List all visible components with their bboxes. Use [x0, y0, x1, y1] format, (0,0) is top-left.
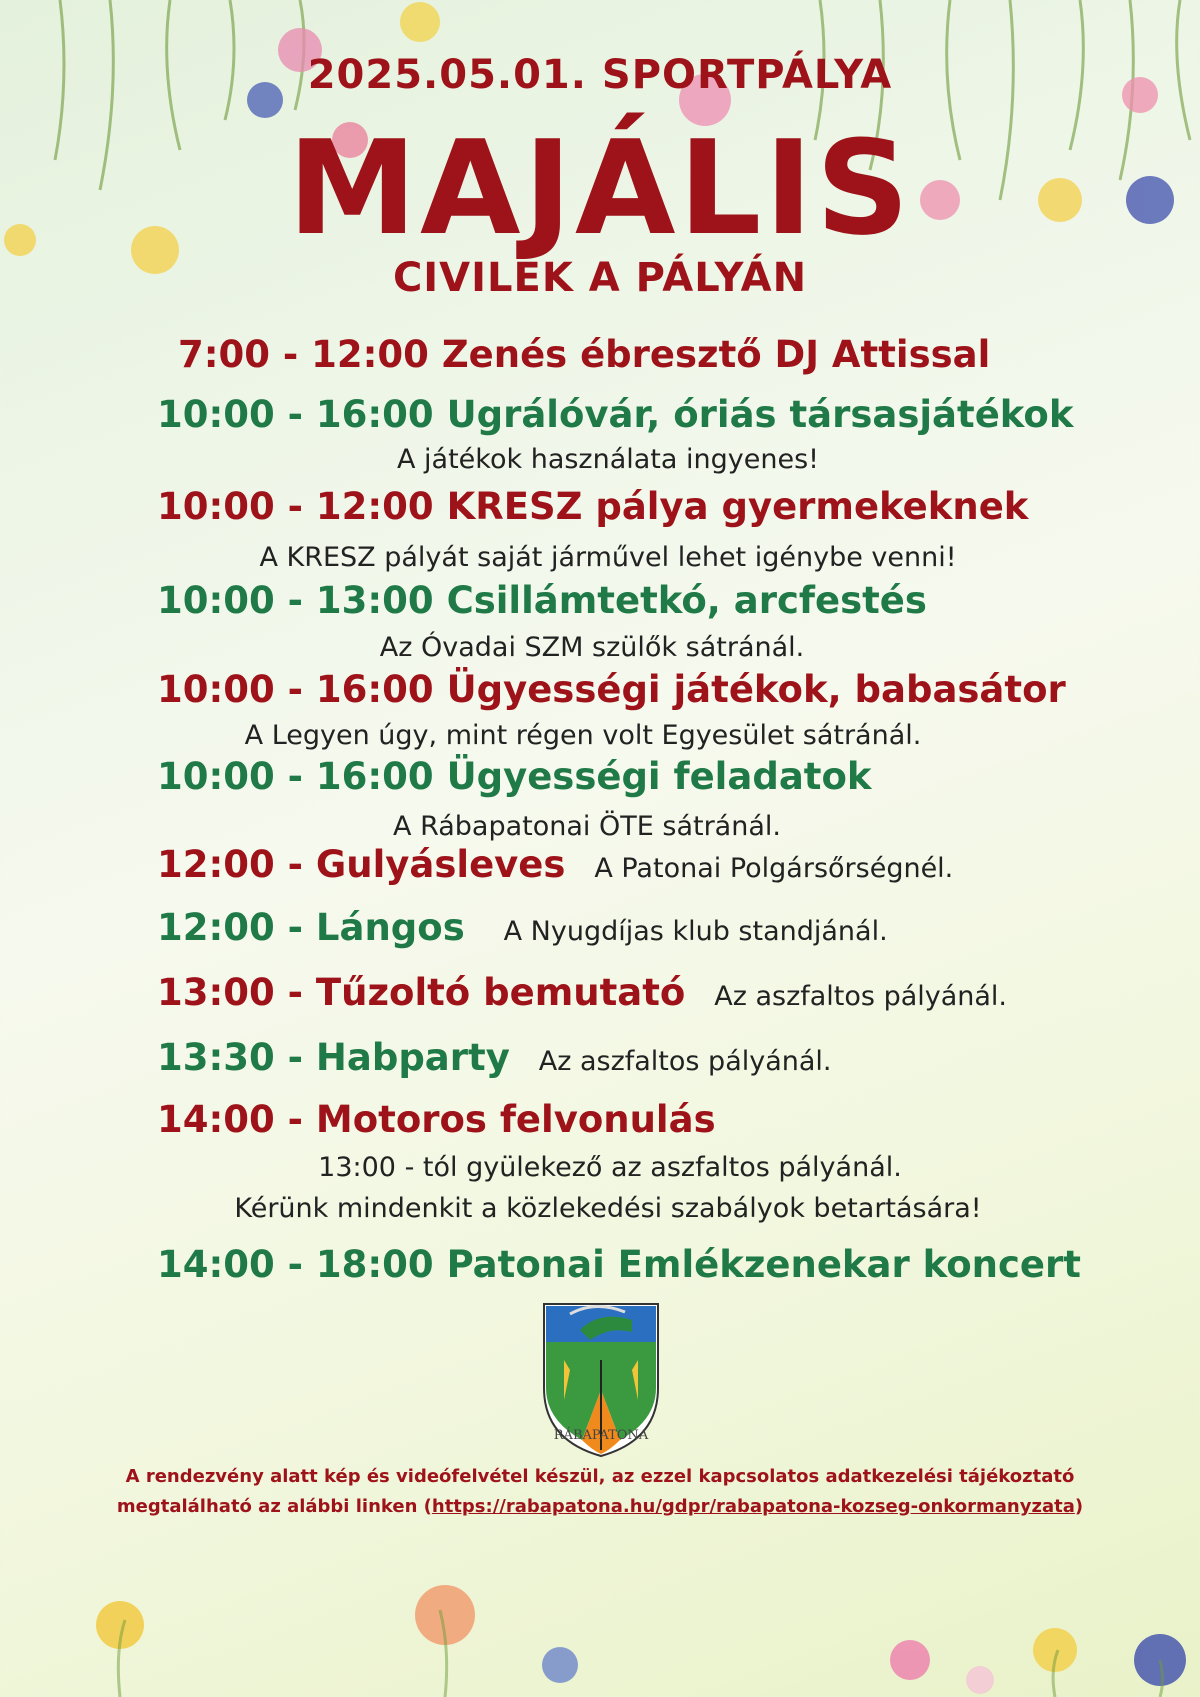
program-name: Patonai Emlékzenekar koncert	[446, 1243, 1081, 1286]
program-time: 13:30 -	[157, 1036, 304, 1079]
gdpr-link[interactable]: https://rabapatona.hu/gdpr/rabapatona-kozseg-onkormanyzata	[431, 1496, 1075, 1517]
program-item	[157, 1098, 716, 1141]
program-name: Gulyásleves	[315, 843, 566, 886]
program-item	[157, 971, 1007, 1014]
program-name: Ugrálóvár, óriás társasjátékok	[446, 393, 1074, 436]
program-name: Habparty	[315, 1036, 510, 1079]
program-item	[157, 755, 872, 798]
program-note: A Patonai Polgársőrségnél.	[594, 853, 954, 884]
program-time: 13:00 -	[157, 971, 304, 1014]
program-item	[157, 668, 1066, 711]
program-item	[157, 393, 1073, 436]
footer-line-2	[0, 1492, 1200, 1522]
program-time: 7:00 - 12:00	[178, 333, 429, 376]
subtitle: CIVILEK A PÁLYÁN	[392, 255, 808, 301]
program-name: Motoros felvonulás	[315, 1098, 716, 1141]
program-name: Ügyességi feladatok	[446, 755, 872, 798]
program-time: 10:00 - 13:00	[157, 579, 434, 622]
program-name: Tűzoltó bemutató	[315, 971, 686, 1014]
program-note: A játékok használata ingyenes!	[397, 444, 819, 475]
program-note: Az aszfaltos pályánál.	[538, 1046, 832, 1077]
program-note: Kérünk mindenkit a közlekedési szabályok betartására!	[234, 1193, 982, 1224]
program-time: 12:00 -	[157, 843, 304, 886]
program-time: 10:00 - 12:00	[157, 485, 434, 528]
program-time: 14:00 -	[157, 1098, 304, 1141]
program-time: 14:00 - 18:00	[157, 1243, 434, 1286]
footer-suffix: )	[1074, 1496, 1084, 1517]
program-note: A KRESZ pályát saját járművel lehet igénybe venni!	[259, 542, 957, 573]
program-item	[157, 906, 888, 949]
program-time: 10:00 - 16:00	[157, 393, 434, 436]
program-name: Lángos	[315, 906, 465, 949]
program-item	[157, 1243, 1081, 1286]
program-name: Zenés ébresztő DJ Attissal	[441, 333, 991, 376]
crest-label: RÁBAPATONA	[553, 1428, 649, 1443]
footer-line-1: A rendezvény alatt kép és videófelvétel készül, az ezzel kapcsolatos adatkezelési tájékoztató	[125, 1466, 1075, 1487]
program-note: A Legyen úgy, mint régen volt Egyesület sátránál.	[244, 720, 922, 751]
program-item	[178, 333, 990, 376]
date-venue: 2025.05.01. SPORTPÁLYA	[307, 52, 893, 98]
page-title: MAJÁLIS	[287, 112, 913, 264]
footer-prefix: megtalálható az alábbi linken (	[116, 1496, 432, 1517]
program-name: Csillámtetkó, arcfestés	[446, 579, 927, 622]
program-item	[157, 1036, 832, 1079]
program-name: Ügyességi játékok, babasátor	[446, 668, 1066, 711]
footer-notice	[0, 1462, 1200, 1522]
program-note: Az Óvadai SZM szülők sátránál.	[379, 632, 805, 663]
program-note: A Rábapatonai ÖTE sátránál.	[393, 811, 781, 842]
program-item	[157, 485, 1028, 528]
program-note: A Nyugdíjas klub standjánál.	[503, 916, 888, 947]
program-item	[157, 843, 953, 886]
program-item	[157, 579, 927, 622]
program-note: 13:00 - tól gyülekező az aszfaltos pályánál.	[318, 1152, 902, 1183]
program-time: 10:00 - 16:00	[157, 755, 434, 798]
program-time: 12:00 -	[157, 906, 304, 949]
program-note: Az aszfaltos pályánál.	[714, 981, 1008, 1012]
program-time: 10:00 - 16:00	[157, 668, 434, 711]
program-name: KRESZ pálya gyermekeknek	[446, 485, 1029, 528]
